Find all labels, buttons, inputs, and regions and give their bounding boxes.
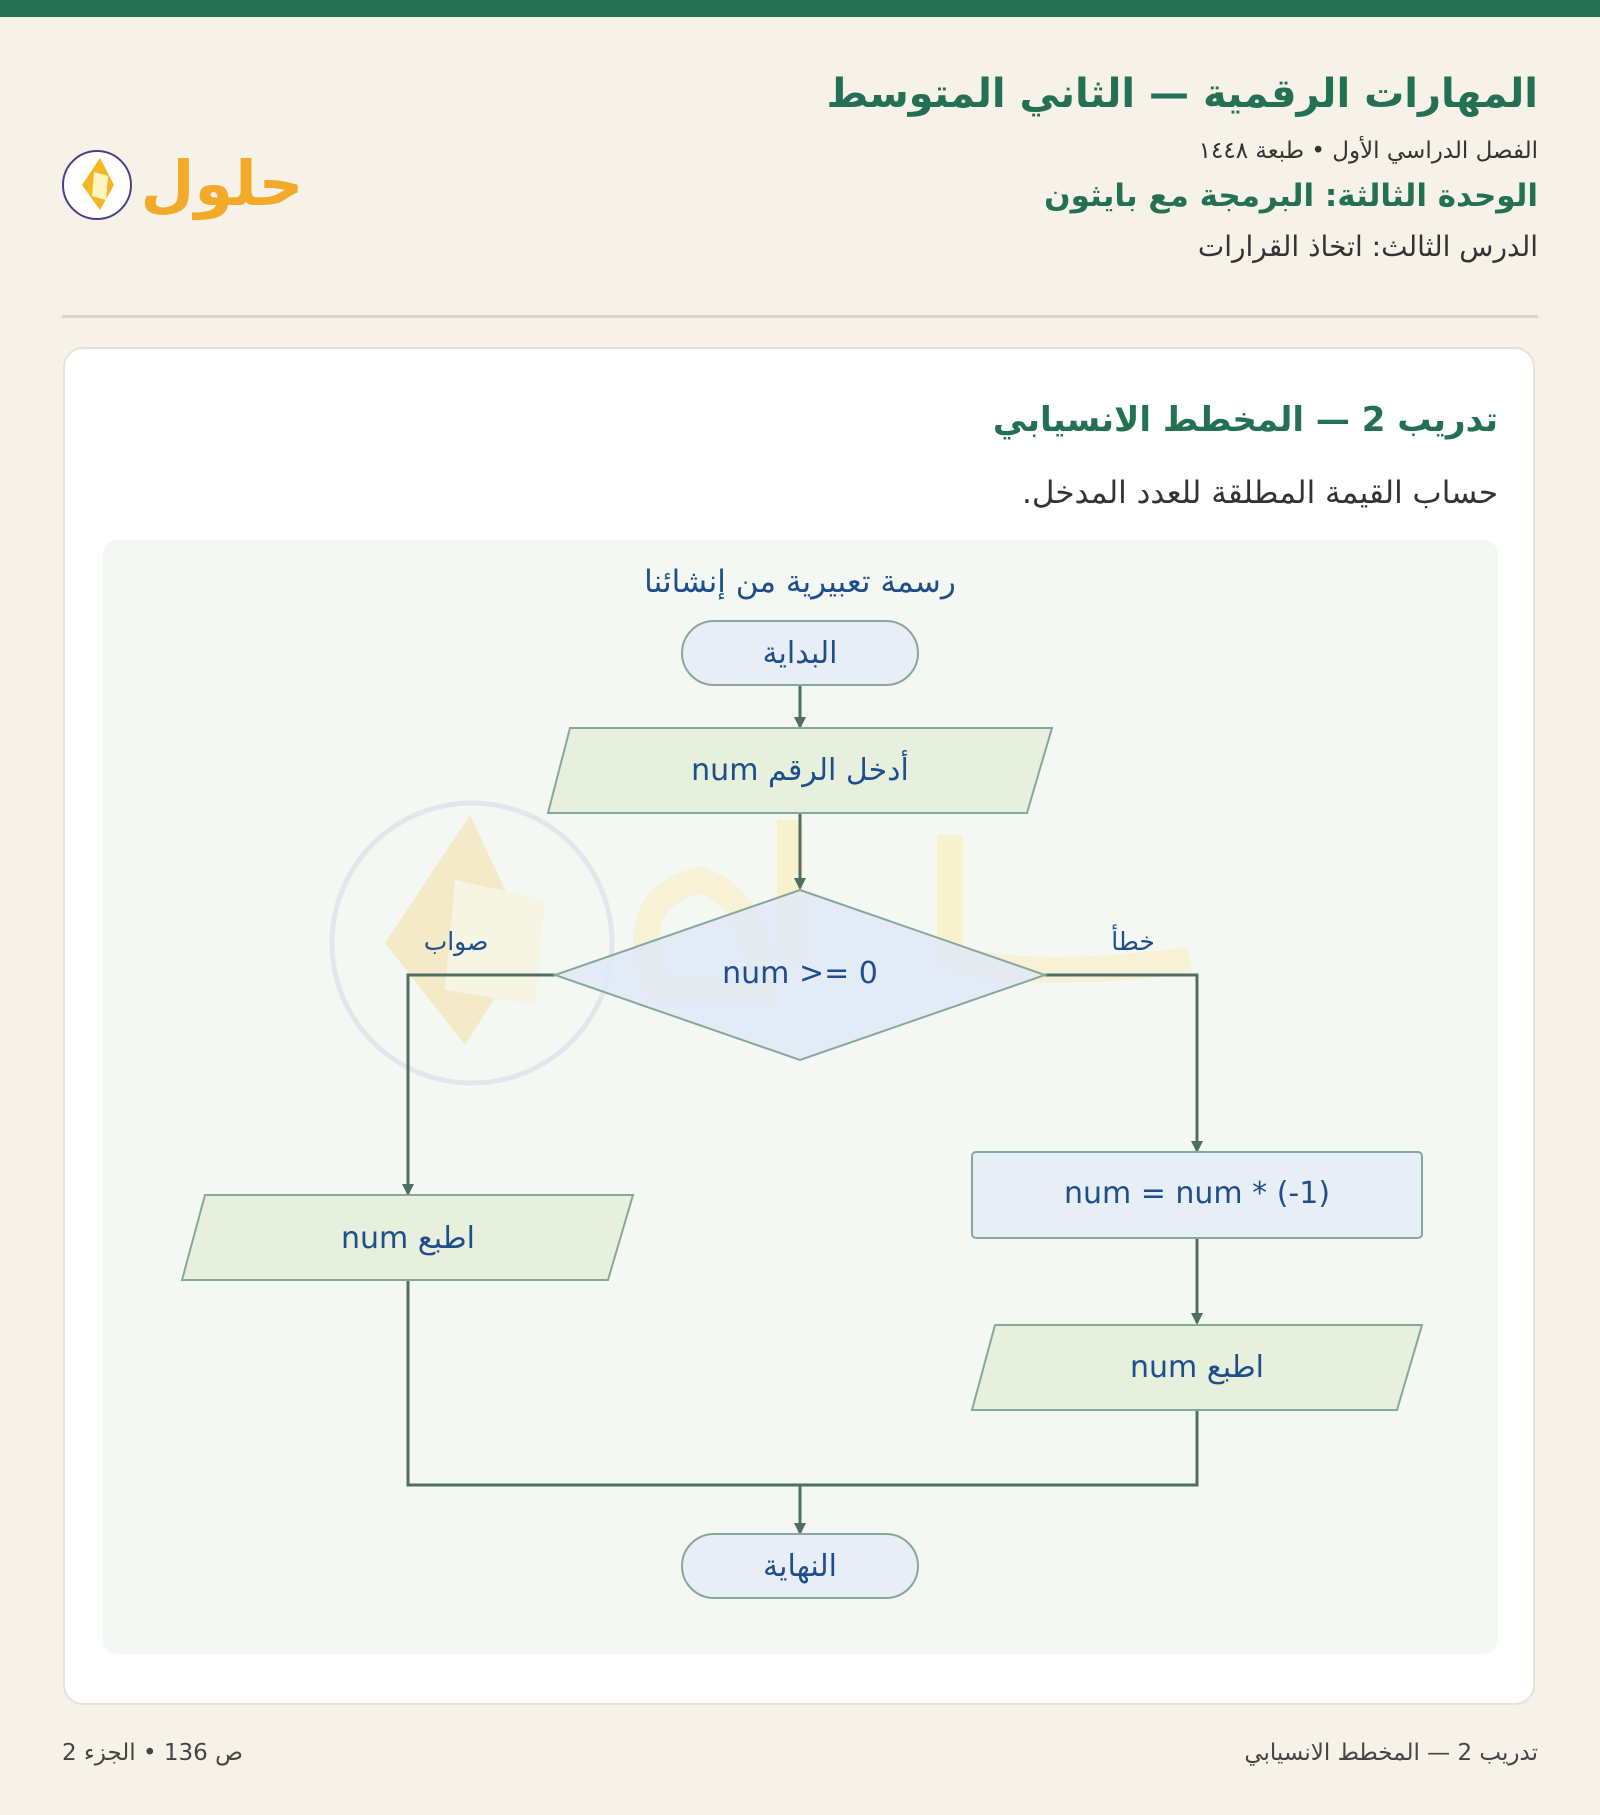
print-false-label: اطبع num <box>1129 1350 1265 1385</box>
lesson-title: الدرس الثالث: اتخاذ القرارات <box>1197 230 1538 263</box>
print-true-label: اطبع num <box>340 1221 476 1256</box>
decision-label: num >= 0 <box>722 956 878 991</box>
start-label: البداية <box>762 636 838 671</box>
exercise-title: تدريب 2 — المخطط الانسيابي <box>992 400 1498 440</box>
end-label: النهاية <box>763 1549 837 1584</box>
connector-right-merge <box>800 1410 1197 1485</box>
connector-left-merge <box>408 1280 800 1485</box>
edition-meta: الفصل الدراسي الأول • طبعة ١٤٤٨ <box>1198 138 1538 164</box>
footer-section-title: تدريب 2 — المخطط الانسيابي <box>1244 1740 1538 1766</box>
false-branch-label: خطأ <box>1111 927 1155 956</box>
true-branch-label: صواب <box>423 927 489 956</box>
unit-title: الوحدة الثالثة: البرمجة مع بايثون <box>1044 178 1538 214</box>
process-label: num = num * (-1) <box>1063 1176 1331 1211</box>
page-number: ص 136 • الجزء 2 <box>62 1740 243 1766</box>
input-label: أدخل الرقم num <box>691 753 909 788</box>
logo-wordmark: حلول <box>140 147 304 220</box>
book-title: المهارات الرقمية — الثاني المتوسط <box>826 71 1538 117</box>
exercise-description: حساب القيمة المطلقة للعدد المدخل. <box>1022 475 1498 511</box>
arrow-false-branch <box>1045 975 1197 1151</box>
diagram-caption: رسمة تعبيرية من إنشائنا <box>644 564 956 600</box>
